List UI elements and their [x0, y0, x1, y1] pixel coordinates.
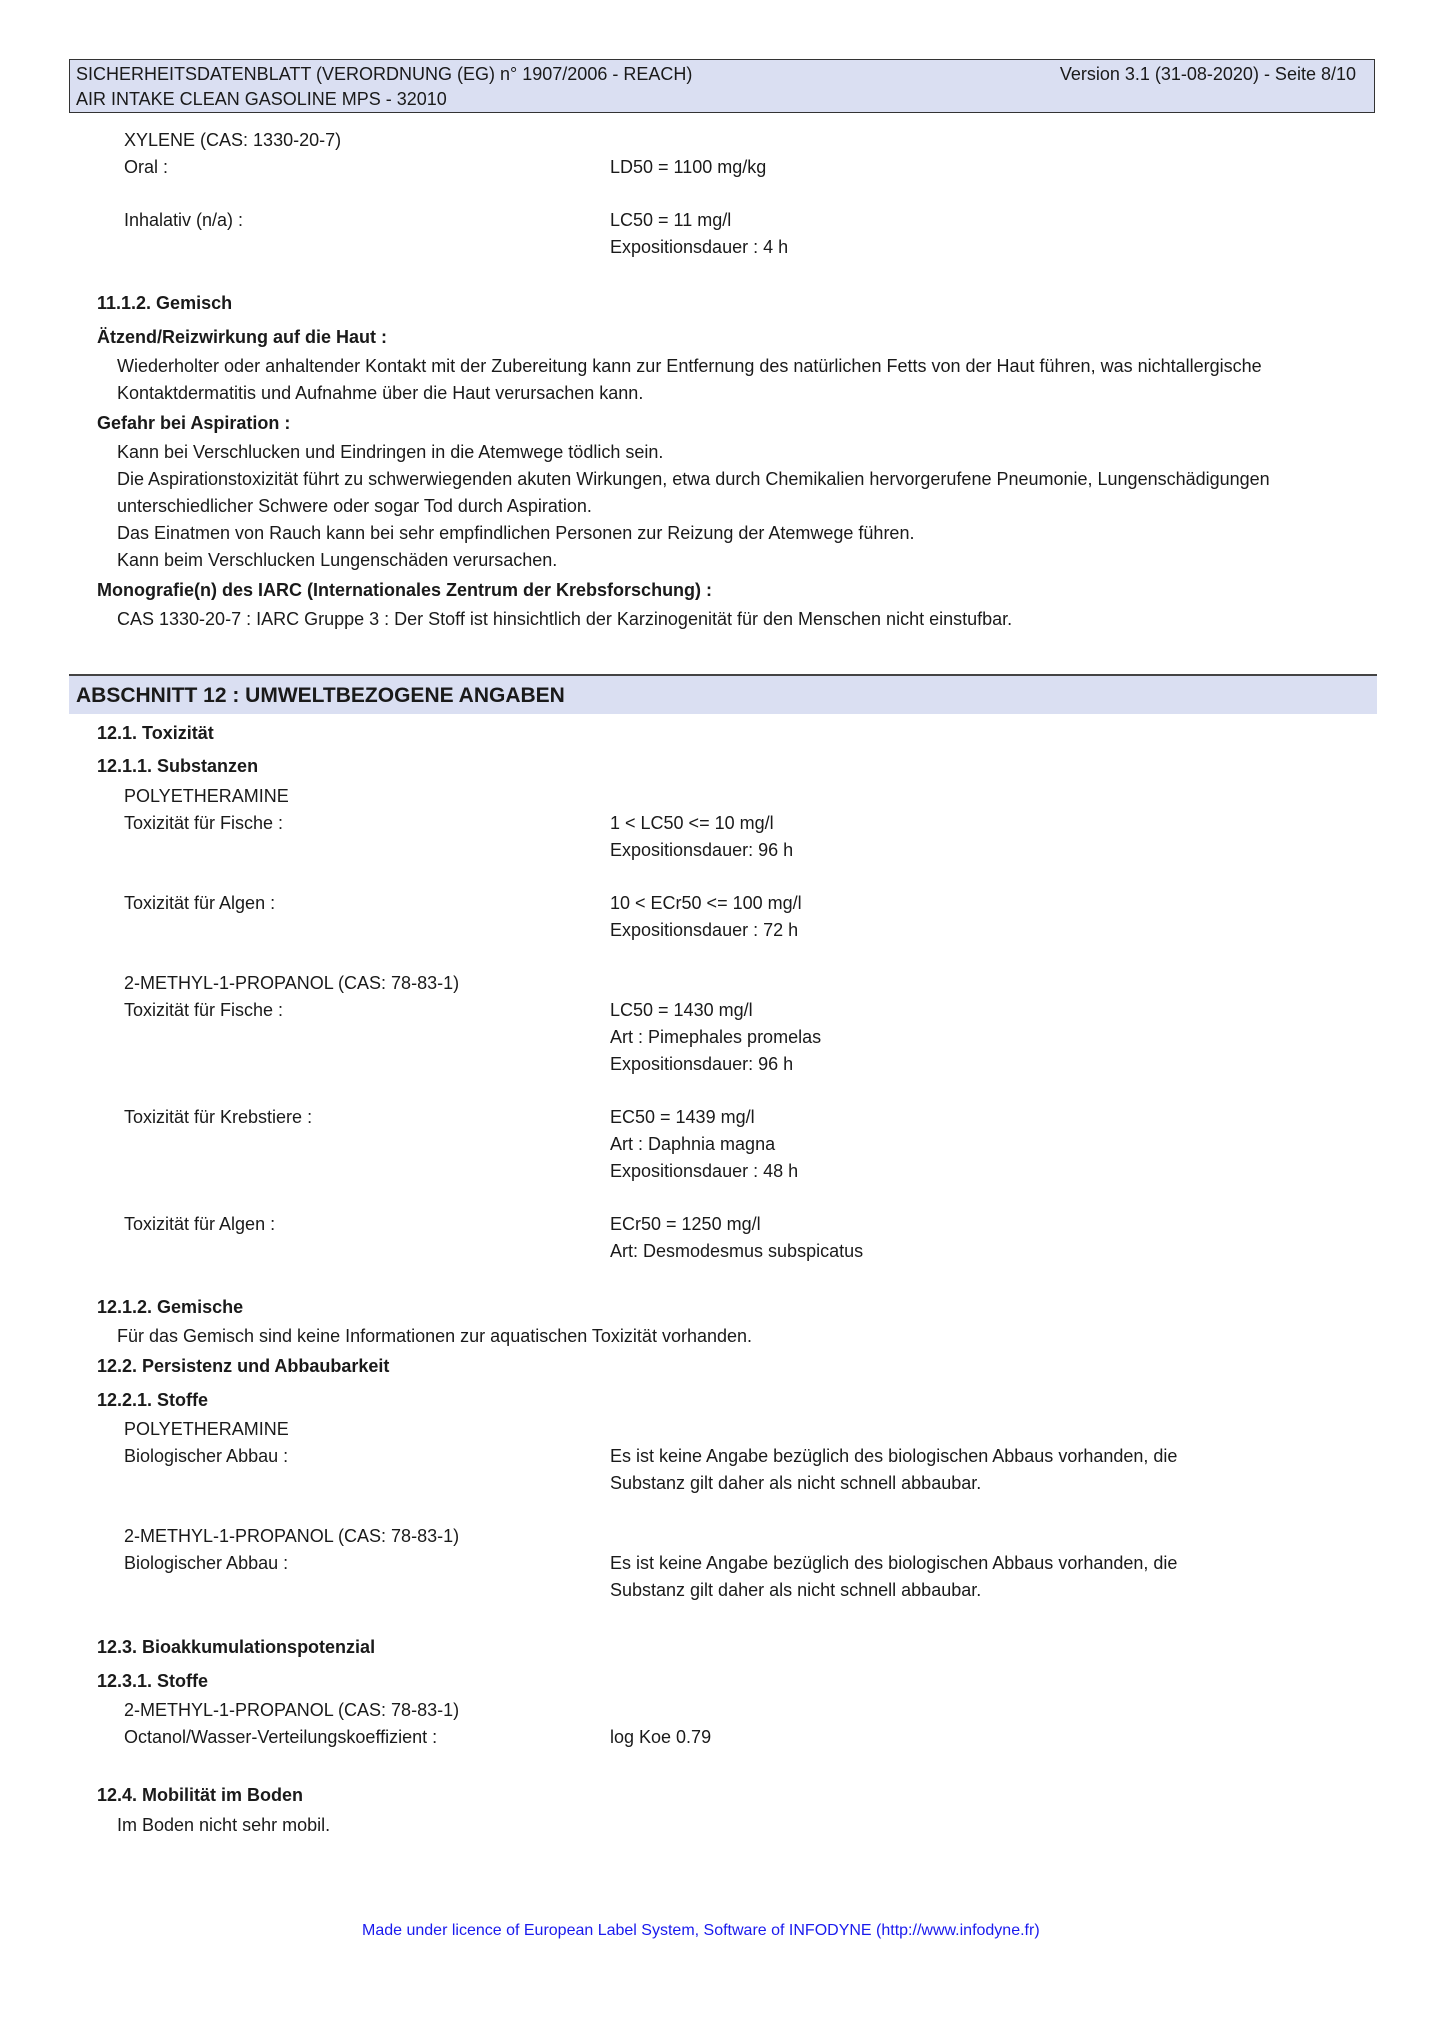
- field-label: Toxizität für Fische :: [124, 813, 284, 833]
- field-value: ECr50 = 1250 mg/l: [610, 1214, 761, 1234]
- field-label: Toxizität für Algen :: [124, 1214, 276, 1234]
- field-value: Substanz gilt daher als nicht schnell abbaubar.: [610, 1473, 982, 1493]
- subsection-heading: Ätzend/Reizwirkung auf die Haut :: [97, 327, 388, 347]
- field-value: 10 < ECr50 <= 100 mg/l: [610, 893, 802, 913]
- field-value: Art : Pimephales promelas: [610, 1027, 822, 1047]
- field-label: Biologischer Abbau :: [124, 1553, 289, 1573]
- document-header: [69, 59, 1375, 113]
- paragraph-line: unterschiedlicher Schwere oder sogar Tod durch Aspiration.: [117, 496, 592, 516]
- field-label: Oral :: [124, 157, 169, 177]
- field-value: Expositionsdauer : 72 h: [610, 920, 799, 940]
- field-value: Expositionsdauer : 4 h: [610, 237, 789, 257]
- subsection-heading: Monografie(n) des IARC (Internationales Zentrum der Krebsforschung) :: [97, 580, 713, 600]
- section-banner: [69, 674, 1377, 714]
- section-heading: 12.3. Bioakkumulationspotenzial: [97, 1637, 376, 1657]
- subsection-heading: Gefahr bei Aspiration :: [97, 413, 291, 433]
- section-heading: 12.1.1. Substanzen: [97, 756, 259, 776]
- section-heading: 12.1.2. Gemische: [97, 1297, 244, 1317]
- paragraph-line: Die Aspirationstoxizität führt zu schwerwiegenden akuten Wirkungen, etwa durch Chemikalien hervorgerufene Pneumonie, Lungenschädigungen: [117, 469, 1270, 489]
- paragraph-line: CAS 1330-20-7 : IARC Gruppe 3 : Der Stoff ist hinsichtlich der Karzinogenität für den Menschen nicht einstufbar.: [117, 609, 1013, 629]
- field-value: Substanz gilt daher als nicht schnell abbaubar.: [610, 1580, 982, 1600]
- substance-name: POLYETHERAMINE: [124, 786, 289, 806]
- section-heading: 12.2. Persistenz und Abbaubarkeit: [97, 1356, 390, 1376]
- substance-name: POLYETHERAMINE: [124, 1419, 289, 1439]
- paragraph-line: Für das Gemisch sind keine Informationen zur aquatischen Toxizität vorhanden.: [117, 1326, 753, 1346]
- field-value: Art: Desmodesmus subspicatus: [610, 1241, 864, 1261]
- substance-name: 2-METHYL-1-PROPANOL (CAS: 78-83-1): [124, 1526, 460, 1546]
- paragraph-line: Kontaktdermatitis und Aufnahme über die Haut verursachen kann.: [117, 383, 644, 403]
- field-value: LC50 = 11 mg/l: [610, 210, 732, 230]
- field-value: log Koe 0.79: [610, 1727, 712, 1747]
- field-label: Toxizität für Fische :: [124, 1000, 284, 1020]
- footer-licence-link[interactable]: Made under licence of European Label System, Software of INFODYNE (http://www.infodyne.fr): [362, 1922, 1040, 1939]
- field-label: Toxizität für Algen :: [124, 893, 276, 913]
- paragraph-line: Kann bei Verschlucken und Eindringen in die Atemwege tödlich sein.: [117, 442, 664, 462]
- field-label: Toxizität für Krebstiere :: [124, 1107, 313, 1127]
- substance-name: 2-METHYL-1-PROPANOL (CAS: 78-83-1): [124, 1700, 460, 1720]
- section-title: ABSCHNITT 12 : UMWELTBEZOGENE ANGABEN: [76, 684, 565, 707]
- paragraph-line: Kann beim Verschlucken Lungenschäden verursachen.: [117, 550, 558, 570]
- field-label: Inhalativ (n/a) :: [124, 210, 244, 230]
- paragraph-line: Das Einatmen von Rauch kann bei sehr empfindlichen Personen zur Reizung der Atemwege führen.: [117, 523, 915, 543]
- field-value: Es ist keine Angabe bezüglich des biologischen Abbaus vorhanden, die: [610, 1553, 1178, 1573]
- section-heading: 12.3.1. Stoffe: [97, 1671, 209, 1691]
- product-name: AIR INTAKE CLEAN GASOLINE MPS - 32010: [76, 89, 447, 109]
- section-heading: 12.2.1. Stoffe: [97, 1390, 209, 1410]
- field-value: Expositionsdauer: 96 h: [610, 840, 794, 860]
- field-value: LD50 = 1100 mg/kg: [610, 157, 767, 177]
- substance-name: 2-METHYL-1-PROPANOL (CAS: 78-83-1): [124, 973, 460, 993]
- section-heading: 12.1. Toxizität: [97, 723, 214, 743]
- field-value: Art : Daphnia magna: [610, 1134, 776, 1154]
- paragraph-line: Wiederholter oder anhaltender Kontakt mit der Zubereitung kann zur Entfernung des natürlichen Fetts von der Haut führen, was nichtallergische: [117, 356, 1262, 376]
- field-value: EC50 = 1439 mg/l: [610, 1107, 755, 1127]
- field-value: 1 < LC50 <= 10 mg/l: [610, 813, 774, 833]
- paragraph-line: Im Boden nicht sehr mobil.: [117, 1815, 331, 1835]
- field-value: Expositionsdauer : 48 h: [610, 1161, 799, 1181]
- field-label: Octanol/Wasser-Verteilungskoeffizient :: [124, 1727, 438, 1747]
- substance-name: XYLENE (CAS: 1330-20-7): [124, 130, 342, 150]
- document-title: SICHERHEITSDATENBLATT (VERORDNUNG (EG) n° 1907/2006 - REACH): [76, 64, 693, 84]
- field-value: Es ist keine Angabe bezüglich des biologischen Abbaus vorhanden, die: [610, 1446, 1178, 1466]
- section-heading: 12.4. Mobilität im Boden: [97, 1785, 304, 1805]
- section-heading: 11.1.2. Gemisch: [97, 293, 233, 313]
- field-value: Expositionsdauer: 96 h: [610, 1054, 794, 1074]
- field-value: LC50 = 1430 mg/l: [610, 1000, 753, 1020]
- version-page-info: Version 3.1 (31-08-2020) - Seite 8/10: [1059, 64, 1356, 84]
- field-label: Biologischer Abbau :: [124, 1446, 289, 1466]
